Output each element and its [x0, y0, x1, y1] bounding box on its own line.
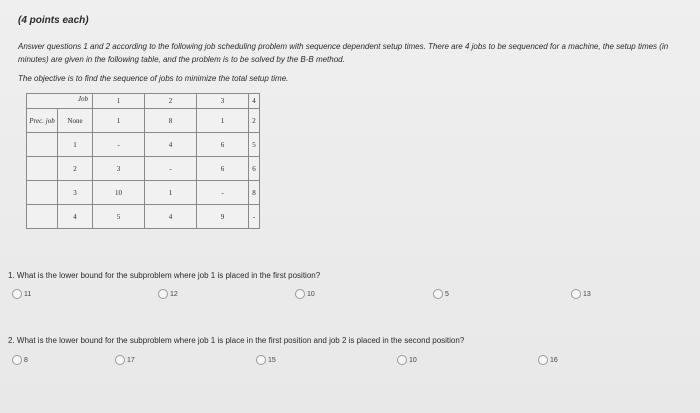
blank-cell [27, 181, 58, 205]
table-cell: 1 [197, 109, 249, 133]
q2-option-b[interactable] [115, 355, 135, 365]
option-label: 12 [170, 290, 178, 298]
table-cell: - [145, 157, 197, 181]
q2-option-c[interactable] [256, 355, 276, 365]
corner-cell [27, 94, 93, 109]
option-label: 15 [268, 356, 276, 364]
q2-option-d[interactable] [397, 355, 417, 365]
table-cell: 4 [145, 205, 197, 229]
table-cell: 8 [249, 181, 260, 205]
radio-button-icon[interactable] [158, 289, 168, 299]
option-label: 16 [550, 356, 558, 364]
q2-option-a[interactable] [12, 355, 28, 365]
option-label: 8 [24, 356, 28, 364]
table-cell: 8 [145, 109, 197, 133]
table-cell: 6 [197, 133, 249, 157]
table-cell: 9 [197, 205, 249, 229]
radio-button-icon[interactable] [433, 289, 443, 299]
table-cell: 1 [145, 181, 197, 205]
q1-option-c[interactable] [295, 289, 315, 299]
option-label: 11 [24, 290, 32, 298]
table-row [27, 181, 260, 205]
radio-button-icon[interactable] [397, 355, 407, 365]
table-cell: 5 [249, 133, 260, 157]
question-2-text: 2. What is the lower bound for the subproblem where job 1 is place in the first position and job 2 is placed in the second position? [8, 336, 465, 345]
table-cell: 6 [197, 157, 249, 181]
table-row [27, 157, 260, 181]
radio-button-icon[interactable] [12, 355, 22, 365]
column-header: 1 [93, 94, 145, 109]
row-header: 2 [58, 157, 93, 181]
question-1-options [0, 289, 700, 303]
objective-text: The objective is to find the sequence of jobs to minimize the total setup time. [18, 74, 289, 83]
job-header: Job [77, 95, 88, 103]
question-1-text: 1. What is the lower bound for the subproblem where job 1 is placed in the first position? [8, 271, 321, 280]
table-cell: - [197, 181, 249, 205]
table-cell: 3 [93, 157, 145, 181]
table-row [27, 109, 260, 133]
q2-option-e[interactable] [538, 355, 558, 365]
table-cell: 6 [249, 157, 260, 181]
q1-option-a[interactable] [12, 289, 31, 299]
q1-option-d[interactable] [433, 289, 449, 299]
q1-option-b[interactable] [158, 289, 178, 299]
problem-intro: Answer questions 1 and 2 according to the following job scheduling problem with sequence dependent setup times. There are 4 jobs to be sequenced for a machine, the setup times (in minutes) are given in the following table, and the problem is to be solved by the B-B method. [18, 42, 669, 64]
row-header: 4 [58, 205, 93, 229]
radio-button-icon[interactable] [571, 289, 581, 299]
row-header: 1 [58, 133, 93, 157]
row-header: 3 [58, 181, 93, 205]
table-cell: 2 [249, 109, 260, 133]
column-header: 2 [145, 94, 197, 109]
table-cell: 1 [93, 109, 145, 133]
radio-button-icon[interactable] [12, 289, 22, 299]
blank-cell [27, 133, 58, 157]
prec-job-header: Prec. job [29, 116, 55, 125]
option-label: 10 [307, 290, 315, 298]
q1-option-e[interactable] [571, 289, 591, 299]
table-row [27, 205, 260, 229]
table-header-row [27, 94, 260, 109]
blank-cell [27, 157, 58, 181]
table-cell: 4 [145, 133, 197, 157]
table-cell: - [249, 205, 260, 229]
row-header: None [58, 109, 93, 133]
table-row [27, 133, 260, 157]
radio-button-icon[interactable] [295, 289, 305, 299]
blank-cell [27, 205, 58, 229]
radio-button-icon[interactable] [115, 355, 125, 365]
table-cell: - [93, 133, 145, 157]
question-2-options [0, 355, 700, 369]
option-label: 5 [445, 290, 449, 298]
column-header: 4 [249, 94, 260, 109]
prec-label-cell [27, 109, 58, 133]
radio-button-icon[interactable] [538, 355, 548, 365]
option-label: 10 [409, 356, 417, 364]
option-label: 13 [583, 290, 591, 298]
points-heading: (4 points each) [18, 15, 89, 26]
column-header: 3 [197, 94, 249, 109]
radio-button-icon[interactable] [256, 355, 266, 365]
setup-time-table [26, 93, 260, 229]
option-label: 17 [127, 356, 135, 364]
table-cell: 10 [93, 181, 145, 205]
table-cell: 5 [93, 205, 145, 229]
